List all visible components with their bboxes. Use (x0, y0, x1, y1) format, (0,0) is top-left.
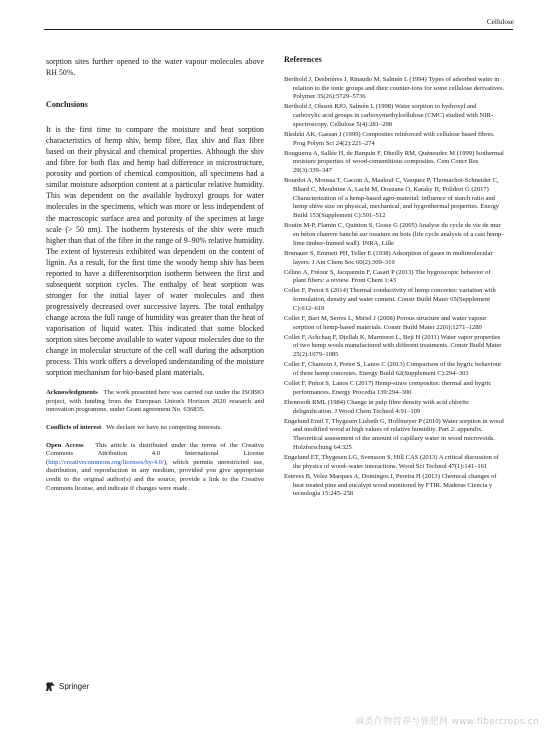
license-link[interactable]: http://creativecommons.org/licenses/by/4.0/ (48, 458, 164, 466)
reference-item: Boutin M-P, Flamin C, Quinton S, Gosse G (2005) Analyse du cycle de vie de mur en béton chanvre banché sur ossature en bois (life cycle analysis of a cast hemp-lime timber-framed wall). INRA, Lille (284, 222, 504, 247)
watermark: 麻类作物营养与施肥网 www.fibercrops.cn (355, 717, 539, 727)
reference-item: Engelund Emil T, Thygesen Lisbeth G, Hoffmeyer P (2010) Water sorption in wood and modified wood at high values of relative humidity. Part 2: appendix. Theoretical assessment of the amount of capillary water in wood microvoids. Holzforschung 64:325 (284, 417, 504, 451)
publisher-footer (44, 681, 89, 692)
header-rule (44, 29, 513, 30)
reference-item: Berthold J, Desbrières J, Rinaudo M, Salmén L (1994) Types of adsorbed water in relation to the ionic groups and their counter-ions for some cellulose derivatives. Polymer 35(26):5729–5736 (284, 75, 505, 101)
open-access-text-pre: This article is distributed under the terms of the Creative Commons Attribution 4.0 International License ( (46, 441, 264, 466)
reference-item: Collet F, Prétot S, Lanos C (2017) Hemp-straw composites: thermal and hygric performances. Energy Procedia 139:294–300 (284, 380, 492, 396)
reference-item: Bouguerra A, Sallée H, de Barquin F, Dheilly RM, Quéneudec M (1999) Isothermal moisture properties of wood-cementitious composites. Cem Concr Res 29(3):339–347 (284, 149, 504, 175)
reference-item: Collet F, Bart M, Serres L, Miriel J (2008) Porous structure and water vapour sorption of hemp-based materials. Constr Build Mater 22(6):1271–1280 (284, 314, 487, 331)
conflicts-label: Conflicts of interest (46, 424, 102, 431)
reference-item: Bledzki AK, Gassan J (1999) Composites reinforced with cellulose based fibres. Prog Polym Sci 24(2):221–274 (284, 130, 495, 147)
reference-item: Collet F, Chamoin J, Pretot S, Lanos C (2013) Comparison of the hygric behaviour of three hemp concretes. Energy Build 62(Supplement C):294–303 (284, 361, 502, 378)
open-access-text-post: ), which permits unrestricted use, distribution, and reproduction in any medium, provided you give appropriate credit to the original author(s) and the source, provide a link to the Creative Commons license, and indicate if changes were made. (46, 458, 264, 492)
left-column (46, 56, 264, 493)
conflicts-paragraph (46, 424, 264, 433)
springer-horse-icon (44, 681, 56, 692)
open-access-paragraph (46, 442, 264, 494)
publisher-name: Springer (59, 682, 90, 691)
reference-item: Berthold J, Olsson RJO, Salmén L (1998) Water sorption to hydroxyl and carboxylic acid groups in carboxymethylcellulose (CMC) studied with NIR-spectroscopy. Cellulose 5(4):281–298 (284, 103, 493, 128)
acknowledgments-label: Acknowledgments (46, 389, 98, 397)
running-head: Cellulose (486, 18, 514, 26)
conclusions-heading: Conclusions (46, 100, 88, 110)
reference-item: Célino A, Fréour S, Jacquemin F, Casari P (2013) The hygroscopic behavior of plant fibers: a review. Front Chem 1:43 (284, 268, 491, 285)
conclusions-paragraph: It is the first time to compare the moisture and heat sorption characteristics of hemp shiv, hemp fibre, flax shiv and flax fibre based on their physical and chemical properties. Although the shiv and fibre for both flax and hemp had difference in microstructure, porosity and portion of chemical composition, all specimens had a similar moisture adsorption content at a particular relative humidity. This was dependent on the available hydroxyl groups for water molecules in the specimens, which was more or less independent of the macroscopic surface area and porosity of the specimen at large scale (> 50 nm). The isotherm hysteresis of the shiv were much higher than that of the fibre in the range of 9–90% relative humidity. The extent of hysteresis exhibited was dependent on the content of lignin. As a result, for the first time the woody hemp shiv has been reported to have a differentsorption isotherm between the first and subsequent sorption cycles. The enthalpy of heat sorption was stronger for the initial layer of water molecules and then progressively decreased over successive layers. The total enthalpy change across the full range of humidity was greater than the heat of vaporisation of liquid water. This indicated that some blocked sorption sites become available to water vapour molecules due to the change in molecular structure of the cell wall during the adsorption process. This work offers a developed understanding of the moisture sorption mechanism for bio-based plant materials. (46, 125, 264, 378)
intro-paragraph: sorption sites further opened to the water vapour molecules above RH 50%. (46, 57, 264, 78)
reference-item: Engelund ET, Thygesen LG, Svensson S, Hill CAS (2013) A critical discussion of the physics of wood–water interactions. Wood Sci Technol 47(1):141–161 (284, 453, 499, 470)
acknowledgments-paragraph (46, 389, 264, 415)
reference-item: Collet F, Pretot S (2014) Thermal conductivity of hemp concretes: variation with formulation, density and water content. Constr Build Mater 65(Supplement C):612–619 (284, 287, 496, 312)
references-heading: References (284, 55, 322, 64)
reference-item: Bourdot A, Moussa T, Gacoin A, Maalouf C, Vazquez P, Thomachot-Schneider C, Bliard C, Merabtine A, Lachi M, Douzane O, Karaky H, Polidori G (2017) Characterization of a hemp-based agro-material: influence of starch ratio and hemp shive size on physical, mechanical, and hygrothermal properties. Energy Build 153(Supplement C):501–512 (284, 177, 500, 220)
open-access-label: Open Access (46, 441, 84, 449)
references-column (284, 56, 505, 500)
conflicts-text: We declare we have no competing interests. (106, 424, 222, 431)
reference-item: Collet F, Achchaq F, Djellab K, Marmoret L, Beji H (2011) Water vapor properties of two hemp wools manufactured with different treatments. Constr Build Mater 25(2):1079–1085 (284, 333, 502, 359)
reference-item: Ehrnrooth RML (1984) Change in pulp fibre density with acid chlorite delignification. J Wood Chem Technol 4:91–109 (284, 398, 469, 415)
acknowledgments-text: The work presented here was carried out under the ISOBIO project, with funding from the European Union's Horizon 2020 research and innovation programme, under Grant agreement No. 636835. (46, 389, 265, 414)
reference-item: Brunauer S, Emmett PH, Teller E (1938) Adsorption of gases in multimolecular layers. J Am Chem Soc 60(2):309–319 (284, 249, 493, 266)
reference-item: Esteves B, Velez Marques A, Domingos I, Pereira H (2013) Chemical changes of heat treated pine and eucalypt wood monitored by FTIR. Maderas Ciencia y tecnología 15:245–258 (284, 472, 497, 498)
reference-list (284, 76, 505, 499)
